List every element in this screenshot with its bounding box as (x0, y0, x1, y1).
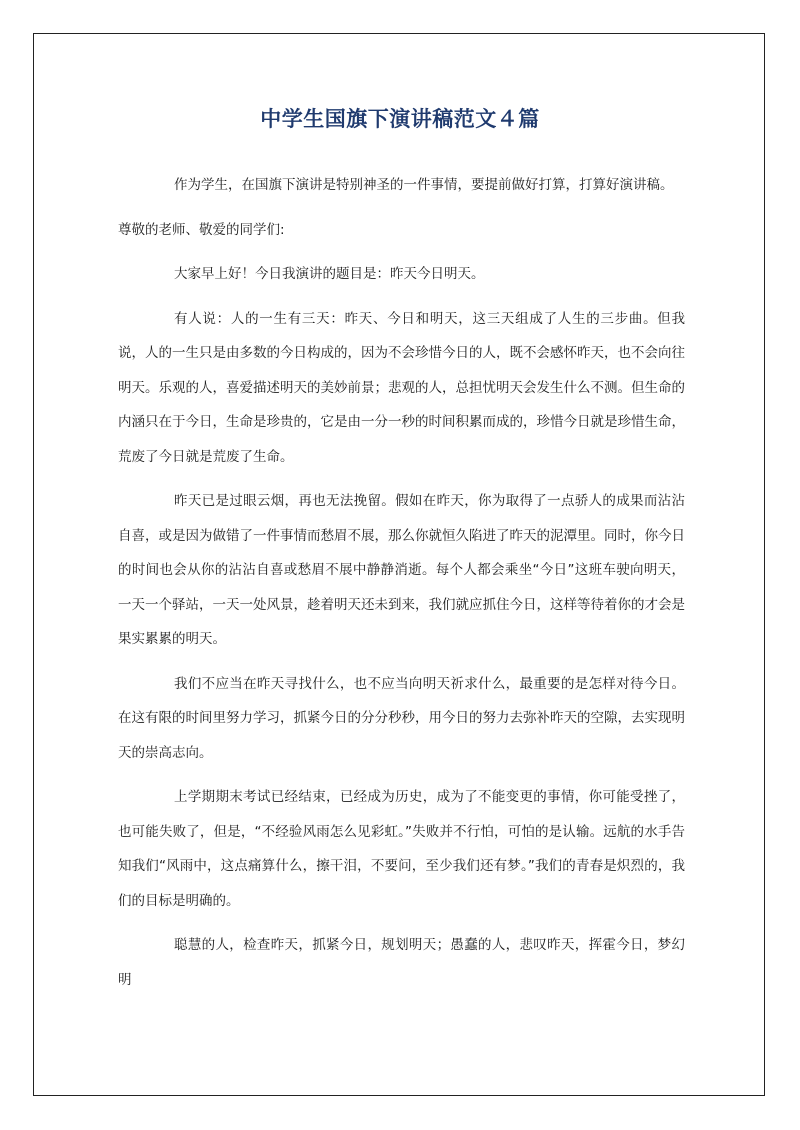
paragraph-intro: 作为学生，在国旗下演讲是特别神圣的一件事情，要提前做好打算，打算好演讲稿。 (174, 177, 674, 193)
paragraph-yesterday: 昨天已是过眼云烟，再也无法挽留。假如在昨天，你为取得了一点骄人的成果而沾沾自喜，或是因为做错了一件事情而愁眉不展，那么你就恒久陷进了昨天的泥潭里。同时，你今日的时间也会从你的沾沾自喜或愁眉不展中静静消逝。每个人都会乘坐“今日”这班车驶向明天，一天一个驿站，一天一处风景，趁着明天还未到来，我们就应抓住今日，这样等待着你的才会是果实累累的明天。 (118, 493, 685, 647)
paragraph-salutation: 尊敬的老师、敬爱的同学们: (118, 221, 285, 238)
paragraph-exam: 上学期期末考试已经结束，已经成为历史，成为了不能变更的事情，你可能受挫了，也可能失败了，但是，“不经验风雨怎么见彩虹。”失败并不行怕，可怕的是认输。远航的水手告知我们“风雨中，这点痛算什么，擦干泪，不要问，至少我们还有梦。”我们的青春是炽烈的，我们的目标是明确的。 (118, 789, 685, 909)
paragraph-three-days: 有人说：人的一生有三天：昨天、今日和明天，这三天组成了人生的三步曲。但我说，人的一生只是由多数的今日构成的，因为不会珍惜今日的人，既不会感怀昨天，也不会向往明天。乐观的人，喜爱描述明天的美妙前景；悲观的人，总担忧明天会发生什么不测。但生命的内涵只在于今日，生命是珍贵的，它是由一分一秒的时间积累而成的，珍惜今日就是珍惜生命，荒废了今日就是荒废了生命。 (118, 310, 685, 465)
paragraph-today: 我们不应当在昨天寻找什么，也不应当向明天祈求什么，最重要的是怎样对待今日。在这有限的时间里努力学习，抓紧今日的分分秒秒，用今日的努力去弥补昨天的空隙，去实现明天的崇高志向。 (118, 675, 685, 761)
document-body (118, 168, 685, 997)
paragraph-wise: 聪慧的人，检查昨天，抓紧今日，规划明天；愚蠢的人，悲叹昨天，挥霍今日，梦幻明 (118, 937, 685, 988)
page-title: 中学生国旗下演讲稿范文４篇 (260, 107, 540, 131)
paragraph-greeting: 大家早上好！今日我演讲的题目是：昨天今日明天。 (174, 266, 485, 282)
